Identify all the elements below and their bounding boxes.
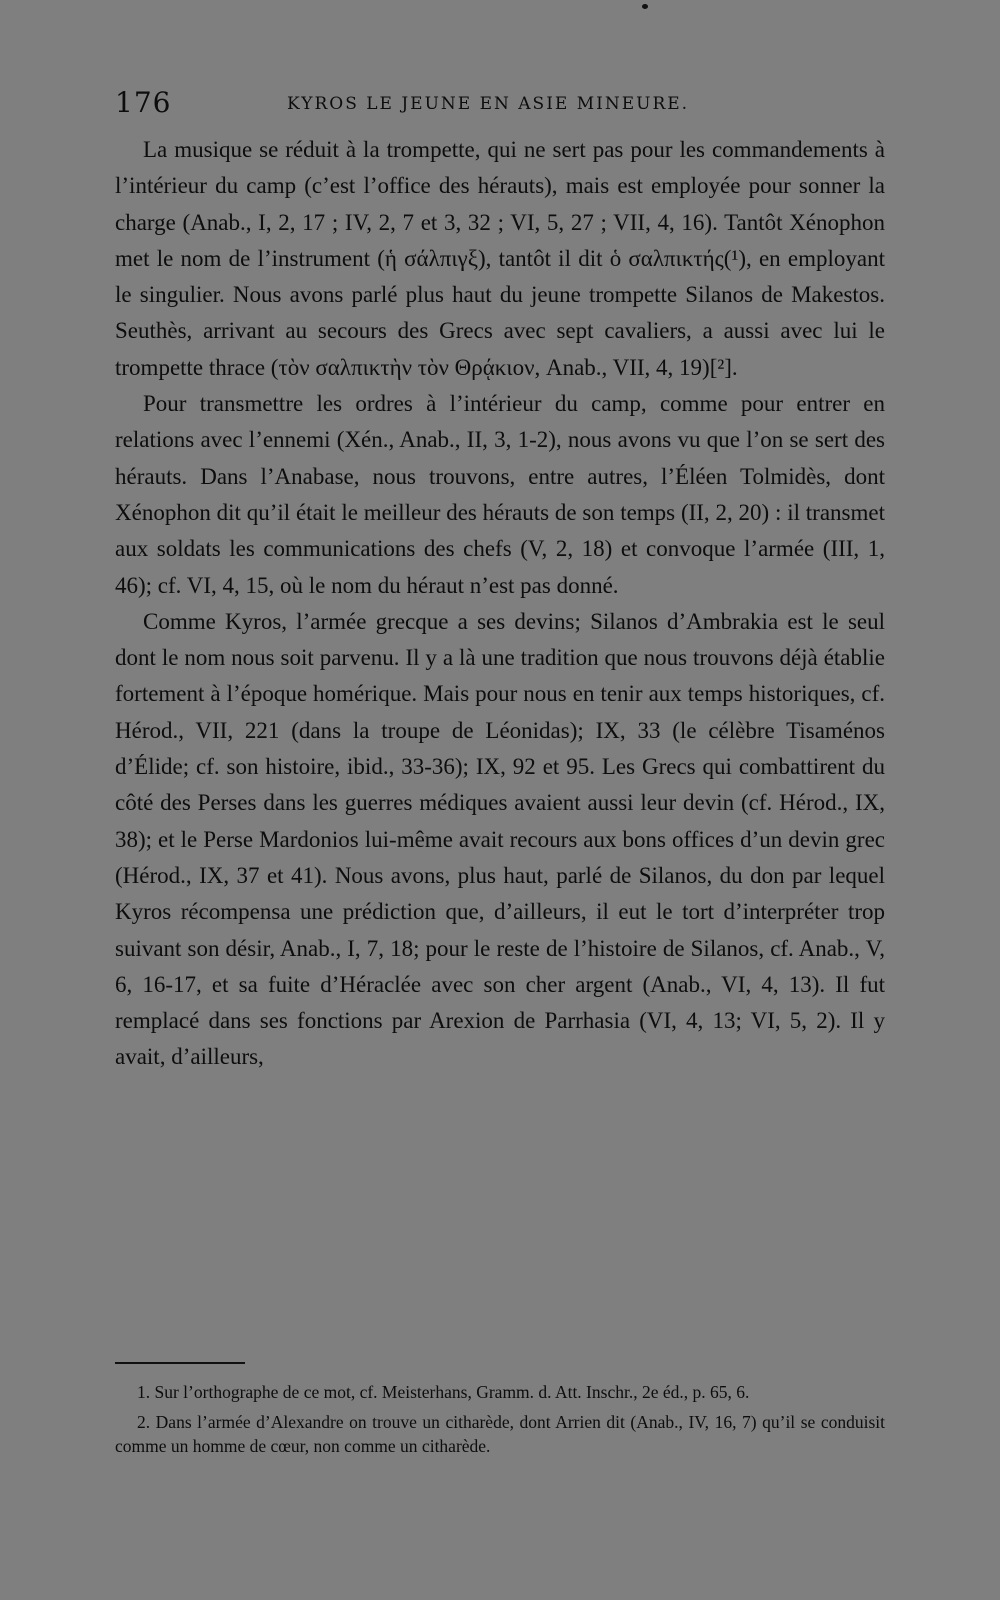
page-header: [115, 86, 885, 122]
paragraph: La musique se réduit à la trompette, qui ne sert pas pour les commandements à l’intérieur du camp (c’est l’office des hérauts), mais est employée pour sonner la charge (Anab., I, 2, 17 ; IV, 2, 7 et 3, 32 ; VI, 5, 27 ; VII, 4, 16). Tantôt Xénophon met le nom de l’instrument (ἡ σάλπιγξ), tantôt il dit ὁ σαλπικτής(¹), en employant le singulier. Nous avons parlé plus haut du jeune trompette Silanos de Makestos. Seuthès, arrivant au secours des Grecs avec sept cavaliers, a aussi avec lui le trompette thrace (τὸν σαλπικτὴν τὸν Θρᾴκιον, Anab., VII, 4, 19)[²].: [115, 137, 885, 380]
running-title: KYROS LE JEUNE EN ASIE MINEURE.: [287, 94, 690, 114]
ink-speck: [642, 4, 648, 9]
footnotes: [115, 1380, 885, 1464]
main-text: [115, 132, 885, 1076]
paragraph: Pour transmettre les ordres à l’intérieur du camp, comme pour entrer en relations avec l’ennemi (Xén., Anab., II, 3, 1-2), nous avons vu que l’on se sert des hérauts. Dans l’Anabase, nous trouvons, entre autres, l’Éléen Tolmidès, dont Xénophon dit qu’il était le meilleur des hérauts de son temps (II, 2, 20) : il transmet aux soldats les communications des chefs (V, 2, 18) et convoque l’armée (III, 1, 46); cf. VI, 4, 15, où le nom du héraut n’est pas donné.: [115, 391, 885, 598]
paragraph: Comme Kyros, l’armée grecque a ses devins; Silanos d’Ambrakia est le seul dont le nom nous soit parvenu. Il y a là une tradition que nous trouvons déjà établie fortement à l’époque homérique. Mais pour nous en tenir aux temps historiques, cf. Hérod., VII, 221 (dans la troupe de Léonidas); IX, 33 (le célèbre Tisaménos d’Élide; cf. son histoire, ibid., 33-36); IX, 92 et 95. Les Grecs qui combattirent du côté des Perses dans les guerres médiques avaient aussi leur devin (cf. Hérod., IX, 38); et le Perse Mardonios lui-même avait recours aux bons offices d’un devin grec (Hérod., IX, 37 et 41). Nous avons, plus haut, parlé de Silanos, du don par lequel Kyros récompensa une prédiction que, d’ailleurs, il eut le tort d’interpréter trop suivant son désir, Anab., I, 7, 18; pour le reste de l’histoire de Silanos, cf. Anab., V, 6, 16-17, et sa fuite d’Héraclée avec son cher argent (Anab., VI, 4, 13). Il fut remplacé dans ses fonctions par Arexion de Parrhasia (VI, 4, 13; VI, 5, 2). Il y avait, d’ailleurs,: [115, 608, 885, 1070]
footnote: 2. Dans l’armée d’Alexandre on trouve un citharède, dont Arrien dit (Anab., IV, 16, 7) qu’il se conduisit comme un homme de cœur, non comme un citharède.: [115, 1412, 885, 1456]
footnote: 1. Sur l’orthographe de ce mot, cf. Meisterhans, Gramm. d. Att. Inschr., 2e éd., p. 65, 6.: [137, 1382, 750, 1402]
footnote-rule: [115, 1362, 245, 1364]
page-number: 176: [115, 86, 172, 119]
